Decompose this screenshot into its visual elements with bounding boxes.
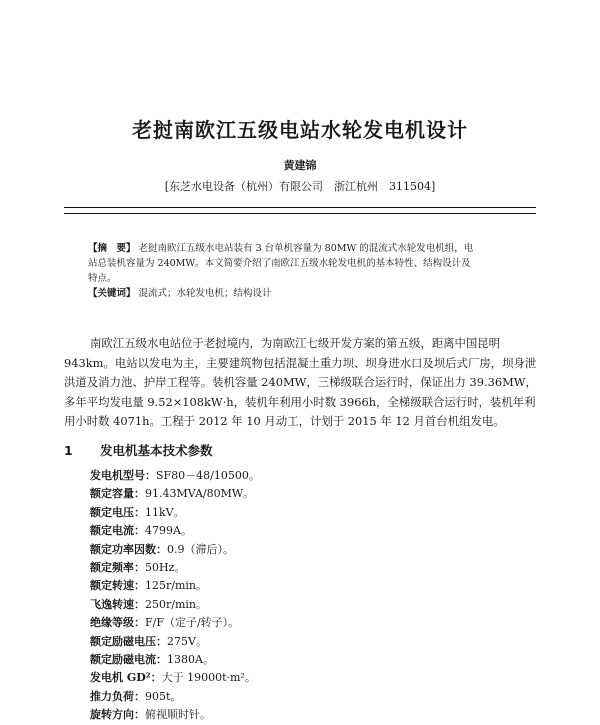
keywords-line	[88, 286, 518, 301]
section-title: 发电机基本技术参数	[100, 443, 213, 458]
parameter-value: 0.9（滞后）。	[167, 542, 234, 556]
parameter-row	[90, 688, 530, 706]
parameter-label: 发电机型号：	[90, 469, 156, 482]
parameter-row	[90, 577, 530, 595]
parameter-list	[90, 467, 530, 725]
abstract-line-1	[88, 241, 518, 256]
parameter-row	[90, 633, 530, 651]
parameter-row	[90, 522, 530, 540]
parameter-row	[90, 485, 530, 503]
parameter-label: 额定容量：	[90, 487, 145, 501]
keywords-text: 混流式；水轮发电机；结构设计	[138, 288, 272, 299]
keywords-label: 【关键词】	[88, 288, 136, 299]
parameter-row	[90, 614, 530, 632]
parameter-value: F/F（定子/转子）。	[145, 616, 240, 630]
parameter-label: 发电机 GD²：	[90, 671, 162, 685]
parameter-label: 旋转方向：	[90, 708, 145, 722]
header-rule-top	[64, 207, 536, 208]
abstract-label: 【摘 要】	[88, 243, 136, 254]
parameter-row	[90, 651, 530, 669]
parameter-value: 大于 19000t·m²。	[161, 671, 256, 685]
parameter-value: 50Hz。	[145, 561, 186, 575]
abstract-block	[88, 241, 518, 301]
author-name: 黄建锦	[283, 159, 317, 172]
header-rule-bottom	[64, 213, 536, 214]
parameter-label: 额定功率因数：	[90, 542, 167, 556]
author-affiliation: [东芝水电设备（杭州）有限公司 浙江杭州 311504]	[164, 180, 436, 193]
parameter-label: 额定励磁电压：	[90, 634, 167, 648]
section-number: 1	[64, 443, 73, 458]
parameter-value: 91.43MVA/80MW。	[145, 487, 255, 501]
parameter-row	[90, 559, 530, 577]
parameter-row	[90, 541, 530, 559]
abstract-text-1: 老挝南欧江五级水电站装有 3 台单机容量为 80MW 的混流式水轮发电机组，电	[138, 243, 474, 254]
abstract-line-2: 站总装机容量为 240MW。本文简要介绍了南欧江五级水轮发电机的基本特性、结构设计及	[88, 258, 471, 269]
parameter-value: 125r/min。	[145, 579, 207, 593]
parameter-row	[90, 467, 530, 485]
parameter-row	[90, 504, 530, 522]
parameter-value: 11kV。	[145, 505, 185, 519]
paper-title: 老挝南欧江五级电站水轮发电机设计	[132, 118, 468, 142]
parameter-value: 250r/min。	[145, 597, 207, 611]
abstract-line-3: 特点。	[88, 273, 117, 284]
parameter-value: 1380A。	[167, 653, 214, 667]
parameter-value: 4799A。	[145, 524, 192, 538]
parameter-value: SF80－48/10500。	[156, 469, 260, 482]
parameter-label: 额定励磁电流：	[90, 653, 167, 667]
parameter-label: 额定频率：	[90, 561, 145, 575]
parameter-value: 俯视顺时针。	[145, 708, 211, 722]
parameter-label: 绝缘等级：	[90, 616, 145, 630]
parameter-value: 905t。	[145, 689, 182, 703]
section-heading	[64, 441, 213, 459]
parameter-label: 飞逸转速：	[90, 597, 145, 611]
parameter-row	[90, 669, 530, 687]
parameter-label: 额定电压：	[90, 505, 145, 519]
parameter-row	[90, 596, 530, 614]
parameter-row	[90, 706, 530, 724]
parameter-label: 额定转速：	[90, 579, 145, 593]
parameter-label: 额定电流：	[90, 524, 145, 538]
parameter-value: 275V。	[167, 634, 207, 648]
parameter-label: 推力负荷：	[90, 689, 145, 703]
intro-paragraph: 南欧江五级水电站位于老挝境内，为南欧江七级开发方案的第五级，距离中国昆明 943km。电站以发电为主，主要建筑物包括混凝土重力坝、坝身进水口及坝后式厂房，坝身泄洪道及消力池、护岸工程等。装机容量 240MW，三梯级联合运行时，保证出力 39.36MW，多年平均发电量 9.52×108kW·h，装机年利用小时数 3966h，全梯级联合运行时，装机年利用小时数 4071h。工程于 2012 年 10 月动工，计划于 2015 年 12 月首台机组发电。	[64, 336, 537, 428]
